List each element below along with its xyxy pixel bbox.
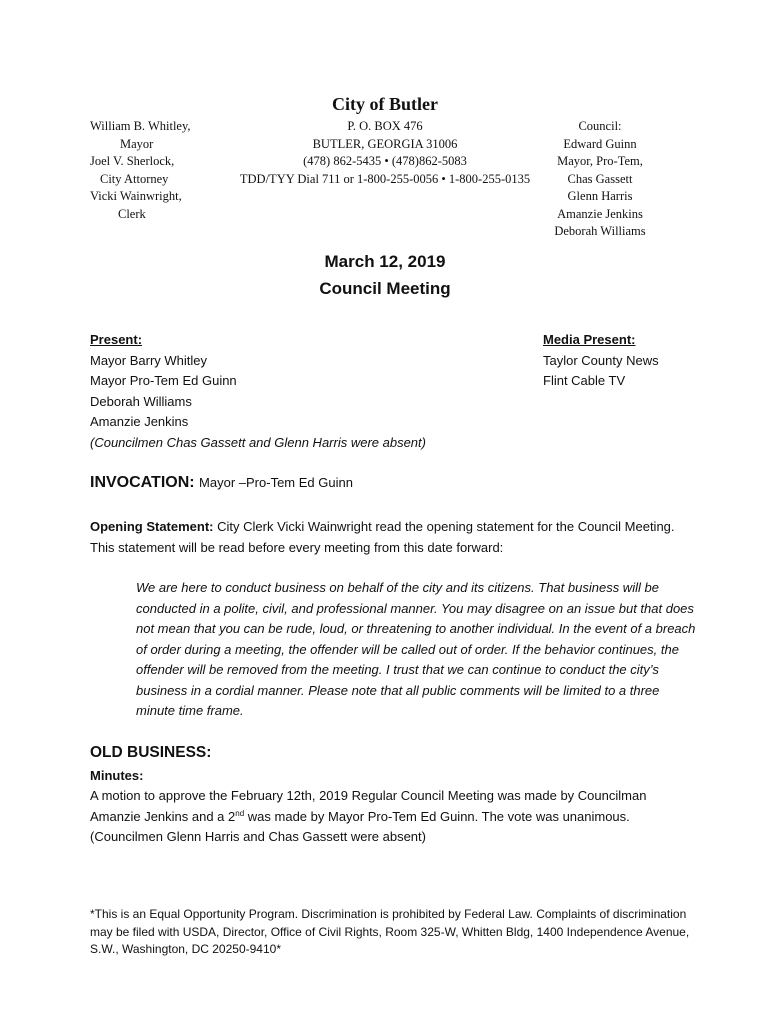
invocation-value: Mayor –Pro-Tem Ed Guinn <box>199 475 353 490</box>
council-member: Glenn Harris <box>567 189 633 203</box>
opening-quote: We are here to conduct business on behalf of the city and its citizens. That business will be conducted in a polite, civil, and professional manner. You may disagree on an issue but that does not mean that you can be rude, loud, or threatening to another individual. In the event of a breach of order during a meeting, the offender will be called out of order. If the behavior continues, the offender will be removed from the meeting. I trust that we can continue to conduct the city’s business in a cordial manner. Please note that all public comments will be limited to a three minute time frame. <box>136 580 696 718</box>
mayor-title: Mayor <box>120 136 154 151</box>
minutes-label: Minutes: <box>90 768 144 783</box>
council-member: Chas Gassett <box>567 171 633 186</box>
attorney-name: Joel V. Sherlock, <box>90 154 175 168</box>
invocation-label: INVOCATION: <box>90 474 195 491</box>
attendee: Mayor Barry Whitley <box>90 352 208 368</box>
council-member: Mayor, Pro-Tem, <box>557 154 643 168</box>
attendee: Mayor Pro-Tem Ed Guinn <box>90 373 237 388</box>
attendee: Amanzie Jenkins <box>90 414 189 429</box>
present-label: Present: <box>90 332 143 347</box>
council-member: Edward Guinn <box>563 136 637 151</box>
minutes-text-part: was made by Mayor Pro-Tem Ed Guinn. The vote was unanimous. (Councilmen Glenn Harris and Chas Gassett were absent) <box>90 808 630 844</box>
meeting-title: Council Meeting <box>319 279 451 298</box>
old-business-heading: OLD BUSINESS: <box>90 744 212 761</box>
opening-label: Opening Statement: <box>90 519 214 534</box>
letterhead-address <box>200 118 570 188</box>
media-section <box>543 330 743 392</box>
minutes-text-part: A motion to approve the February 12th, 2019 Regular Council Meeting was made by Councilman Amanzie Jenkins and a 2 <box>90 788 647 824</box>
council-member: Deborah Williams <box>554 224 646 238</box>
attendee: Deborah Williams <box>90 393 192 409</box>
council-label: Council: <box>578 119 622 133</box>
letterhead-council <box>540 118 660 241</box>
absent-note: (Councilmen Chas Gassett and Glenn Harris were absent) <box>90 434 426 450</box>
clerk-title: Clerk <box>118 206 146 221</box>
minutes-text <box>90 786 690 848</box>
meeting-date: March 12, 2019 <box>324 252 446 271</box>
council-member: Amanzie Jenkins <box>557 206 643 221</box>
mayor-name: William B. Whitley, <box>90 119 191 133</box>
invocation-section <box>90 474 710 492</box>
opening-text: City Clerk Vicki Wainwright read the opening statement for the Council Meeting. This statement will be read before every meeting from this date forward: <box>90 519 675 555</box>
city-state-zip: BUTLER, GEORGIA 31006 <box>312 136 458 151</box>
present-section <box>90 330 530 453</box>
opening-statement <box>90 517 690 558</box>
ordinal-suffix: nd <box>235 808 245 818</box>
media-label: Media Present: <box>543 332 636 347</box>
city-title: City of Butler <box>332 94 438 114</box>
clerk-name: Vicki Wainwright, <box>90 189 182 203</box>
media-outlet: Taylor County News <box>543 352 659 368</box>
footer-notice: *This is an Equal Opportunity Program. Discrimination is prohibited by Federal Law. Complaints of discrimination may be filed with USDA, Director, Office of Civil Rights, Room 325-W, Whitten Bldg, 1400 Independence Avenue, S.W., Washington, DC 20250-9410* <box>90 907 690 956</box>
po-box: P. O. BOX 476 <box>347 119 423 133</box>
attorney-title: City Attorney <box>100 171 169 186</box>
phone-numbers: (478) 862-5435 • (478)862-5083 <box>303 154 467 168</box>
media-outlet: Flint Cable TV <box>543 373 626 388</box>
tdd-line: TDD/TYY Dial 711 or 1-800-255-0056 • 1-800-255-0135 <box>239 171 531 186</box>
